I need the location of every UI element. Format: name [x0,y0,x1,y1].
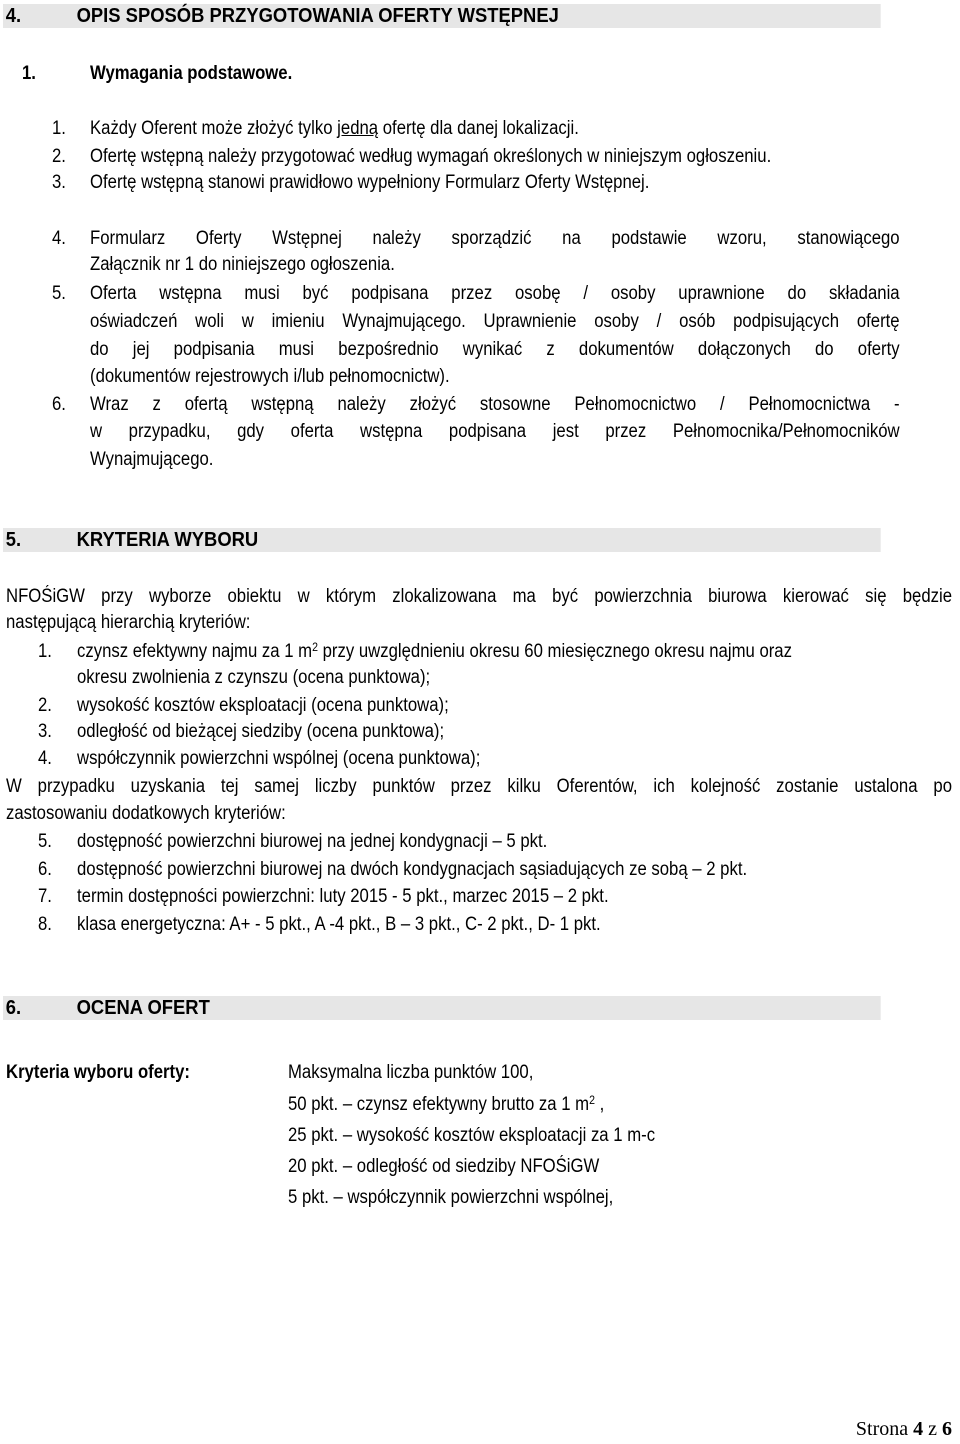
current-page: 4 [913,1418,924,1440]
list-item-line: do jej podpisania musi bezpośrednio wynikać z dokumentów dołączonych do oferty [90,339,900,360]
list-item-number: 1. [52,118,66,139]
list-item-line: Wraz z ofertą wstępną należy złożyć stosowne Pełnomocnictwo / Pełnomocnictwa - [90,394,900,415]
subsection-number: 1. [22,63,36,84]
criterion-number: 3. [38,721,52,742]
section-title: OCENA OFERT [76,997,210,1019]
superscript: 2 [312,640,318,654]
list-item: Każdy Oferent może złożyć tylko jedną ofertę dla danej lokalizacji. [90,118,579,139]
criterion-item: odległość od bieżącej siedziby (ocena punktowa); [77,721,445,742]
footer-separator: z [928,1418,937,1440]
list-item-line: (dokumentów rejestrowych i/lub pełnomocnictw). [90,366,450,387]
points-item: 50 pkt. – czynsz efektywny brutto za 1 $m^2$ , [288,1093,605,1115]
list-item-line: w przypadku, gdy oferta wstępna podpisana jest przez Pełnomocnika/Pełnomocników [90,421,900,442]
paragraph-line: W przypadku uzyskania tej samej liczby punktów przez kilku Oferentów, ich kolejność zostanie ustalona po [6,776,952,797]
section-5-heading [3,528,881,552]
criteria-label: Kryteria wyboru oferty: [6,1062,190,1083]
criterion-number: 2. [38,695,52,716]
section-number: 4. [5,5,22,27]
list-item-line: Formularz Oferty Wstępnej należy sporządzić na podstawie wzoru, stanowiącego [90,228,900,249]
criterion-item: termin dostępności powierzchni: luty 2015 - 5 pkt., marzec 2015 – 2 pkt. [77,886,609,907]
criterion-item: wysokość kosztów eksploatacji (ocena punktowa); [77,695,449,716]
subsection-title: Wymagania podstawowe. [90,63,293,84]
list-item: Ofertę wstępną należy przygotować według wymagań określonych w niniejszym ogłoszeniu. [90,146,772,167]
criterion-number: 8. [38,914,52,935]
paragraph-line: następującą hierarchią kryteriów: [6,612,251,633]
list-item-line: Oferta wstępna musi być podpisana przez osobę / osoby uprawnione do składania [90,283,900,304]
section-number: 5. [5,529,22,551]
section-title: OPIS SPOSÓB PRZYGOTOWANIA OFERTY WSTĘPNEJ [76,5,559,27]
criterion-item: dostępność powierzchni biurowej na dwóch kondygnacjach sąsiadujących ze sobą – 2 pkt. [77,859,748,880]
criterion-item-line: okresu zwolnienia z czynszu (ocena punktowa); [77,667,431,688]
criterion-number: 4. [38,748,52,769]
paragraph-line: NFOŚiGW przy wyborze obiektu w którym zlokalizowana ma być powierzchnia biurowa kierować się będzie [6,586,952,607]
section-number: 6. [5,997,22,1019]
page-footer [856,1418,952,1441]
criterion-item: współczynnik powierzchni wspólnej (ocena punktowa); [77,748,481,769]
list-item: Ofertę wstępną stanowi prawidłowo wypełniony Formularz Oferty Wstępnej. [90,172,650,193]
list-item-line: oświadczeń woli w imieniu Wynajmującego. Uprawnienie osoby / osób podpisujących ofertę [90,311,900,332]
section-6-heading [3,996,881,1020]
criterion-number: 1. [38,641,52,662]
criterion-number: 5. [38,831,52,852]
superscript: 2 [589,1093,595,1107]
criterion-number: 7. [38,886,52,907]
list-item-number: 6. [52,394,66,415]
points-item: 25 pkt. – wysokość kosztów eksploatacji za 1 m-c [288,1125,656,1146]
criterion-item: klasa energetyczna: A+ - 5 pkt., A -4 pkt., B – 3 pkt., C- 2 pkt., D- 1 pkt. [77,914,601,935]
list-item-number: 2. [52,146,66,167]
points-item: 5 pkt. – współczynnik powierzchni wspólnej, [288,1187,614,1208]
criterion-number: 6. [38,859,52,880]
list-item-number: 5. [52,283,66,304]
paragraph-line: zastosowaniu dodatkowych kryteriów: [6,803,286,824]
total-pages: 6 [942,1418,952,1440]
list-item-number: 4. [52,228,66,249]
points-item: 20 pkt. – odległość od siedziby NFOŚiGW [288,1156,600,1177]
section-4-heading [3,4,881,28]
list-item-number: 3. [52,172,66,193]
section-title: KRYTERIA WYBORU [76,529,259,551]
criterion-item: dostępność powierzchni biurowej na jednej kondygnacji – 5 pkt. [77,831,548,852]
underlined-word: jedną [337,118,379,139]
criterion-item: czynsz efektywny najmu za 1 $m^2$ przy uwzględnieniu okresu 60 miesięcznego okresu najmu oraz [77,640,792,662]
max-points: Maksymalna liczba punktów 100, [288,1062,534,1083]
list-item-line: Załącznik nr 1 do niniejszego ogłoszenia. [90,254,395,275]
footer-label: Strona [855,1418,909,1440]
list-item-line: Wynajmującego. [90,449,214,470]
